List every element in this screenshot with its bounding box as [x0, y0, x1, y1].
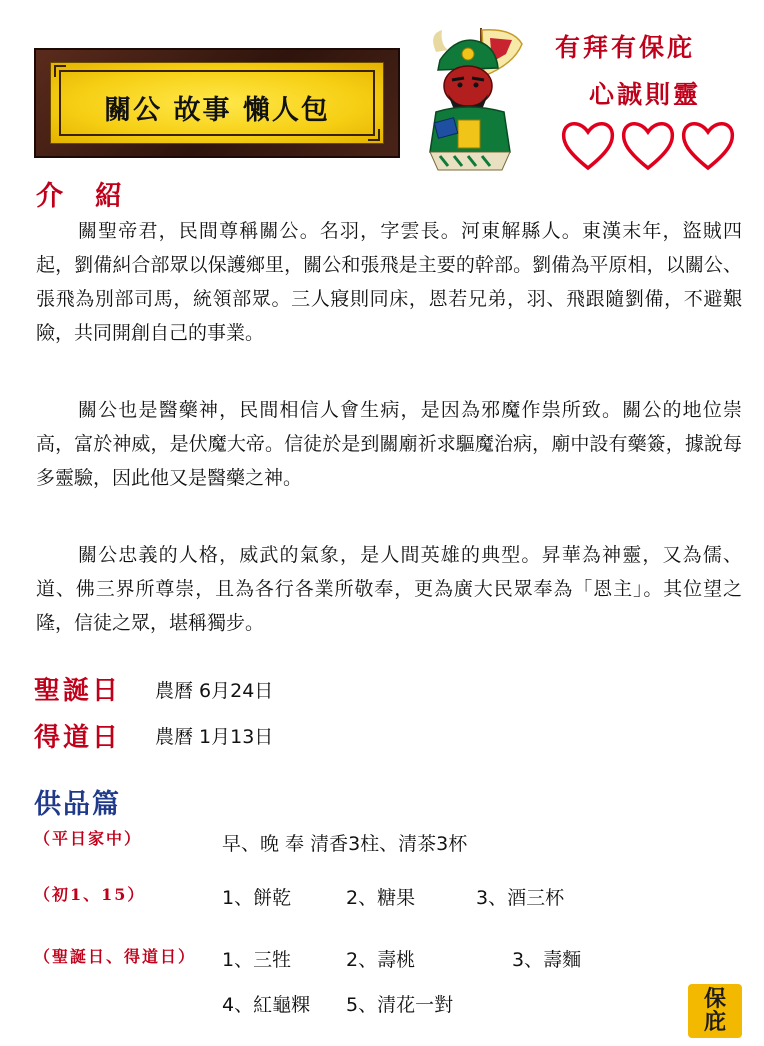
hearts-row — [558, 118, 738, 174]
slogan-line-2: 心誠則靈 — [589, 80, 702, 109]
festival-item: 1、三牲 — [222, 949, 292, 971]
blessing-stamp — [688, 984, 742, 1038]
intro-paragraph-3: 關公忠義的人格，威武的氣象，是人間英雄的典型。昇華為神靈，又為儒、道、佛三界所尊崇，且為各行各業所敬奉，更為廣大民眾奉為「恩主」。其位望之隆，信徒之眾，堪稱獨步。 — [36, 544, 742, 634]
offerings-heading: 供品篇 — [34, 789, 121, 820]
stamp-line-1: 保 — [703, 986, 726, 1012]
monthly-label: （初1、15） — [34, 885, 146, 904]
festival-item: 2、壽桃 — [346, 949, 416, 971]
enlightenment-label: 得道日 — [34, 723, 122, 753]
plaque-panel — [50, 62, 384, 144]
stamp-line-2: 庇 — [703, 1009, 726, 1035]
enlightenment-value: 農曆 1月13日 — [155, 726, 274, 748]
festival-item: 4、紅龜粿 — [222, 994, 311, 1016]
monthly-item: 1、餅乾 — [222, 887, 292, 909]
festival-item: 3、壽麵 — [512, 949, 582, 971]
heart-icon — [564, 124, 613, 168]
page-title: 關公 故事 懶人包 — [104, 95, 330, 126]
intro-heading: 介紹 — [36, 181, 154, 212]
slogan-line-1: 有拜有保庇 — [555, 33, 696, 62]
daily-text: 早、晚 奉 清香3柱、清茶3杯 — [222, 833, 468, 855]
monthly-item: 2、糖果 — [346, 887, 416, 909]
monthly-item: 3、酒三杯 — [476, 887, 565, 909]
heart-icon — [624, 124, 673, 168]
guan-gong-illustration — [418, 24, 530, 174]
intro-paragraph-1: 關聖帝君，民間尊稱關公。名羽，字雲長。河東解縣人。東漢末年，盜賊四起，劉備糾合部眾以保護鄉里，關公和張飛是主要的幹部。劉備為平原相，以關公、張飛為別部司馬，統領部眾。三人寢則同床，恩若兄弟，羽、飛跟隨劉備，不避艱險，共同開創自己的事業。 — [36, 220, 742, 344]
heart-icon — [684, 124, 733, 168]
birthday-label: 聖誕日 — [34, 676, 122, 706]
festival-label: （聖誕日、得道日） — [34, 947, 197, 966]
title-plaque — [34, 48, 400, 158]
birthday-value: 農曆 6月24日 — [155, 680, 274, 702]
intro-paragraph-2: 關公也是醫藥神，民間相信人會生病，是因為邪魔作祟所致。關公的地位崇高，富於神威，是伏魔大帝。信徒於是到關廟祈求驅魔治病，廟中設有藥簽，據說每多靈驗，因此他又是醫藥之神。 — [36, 399, 742, 489]
festival-item: 5、清花一對 — [346, 994, 454, 1016]
daily-label: （平日家中） — [34, 829, 143, 848]
